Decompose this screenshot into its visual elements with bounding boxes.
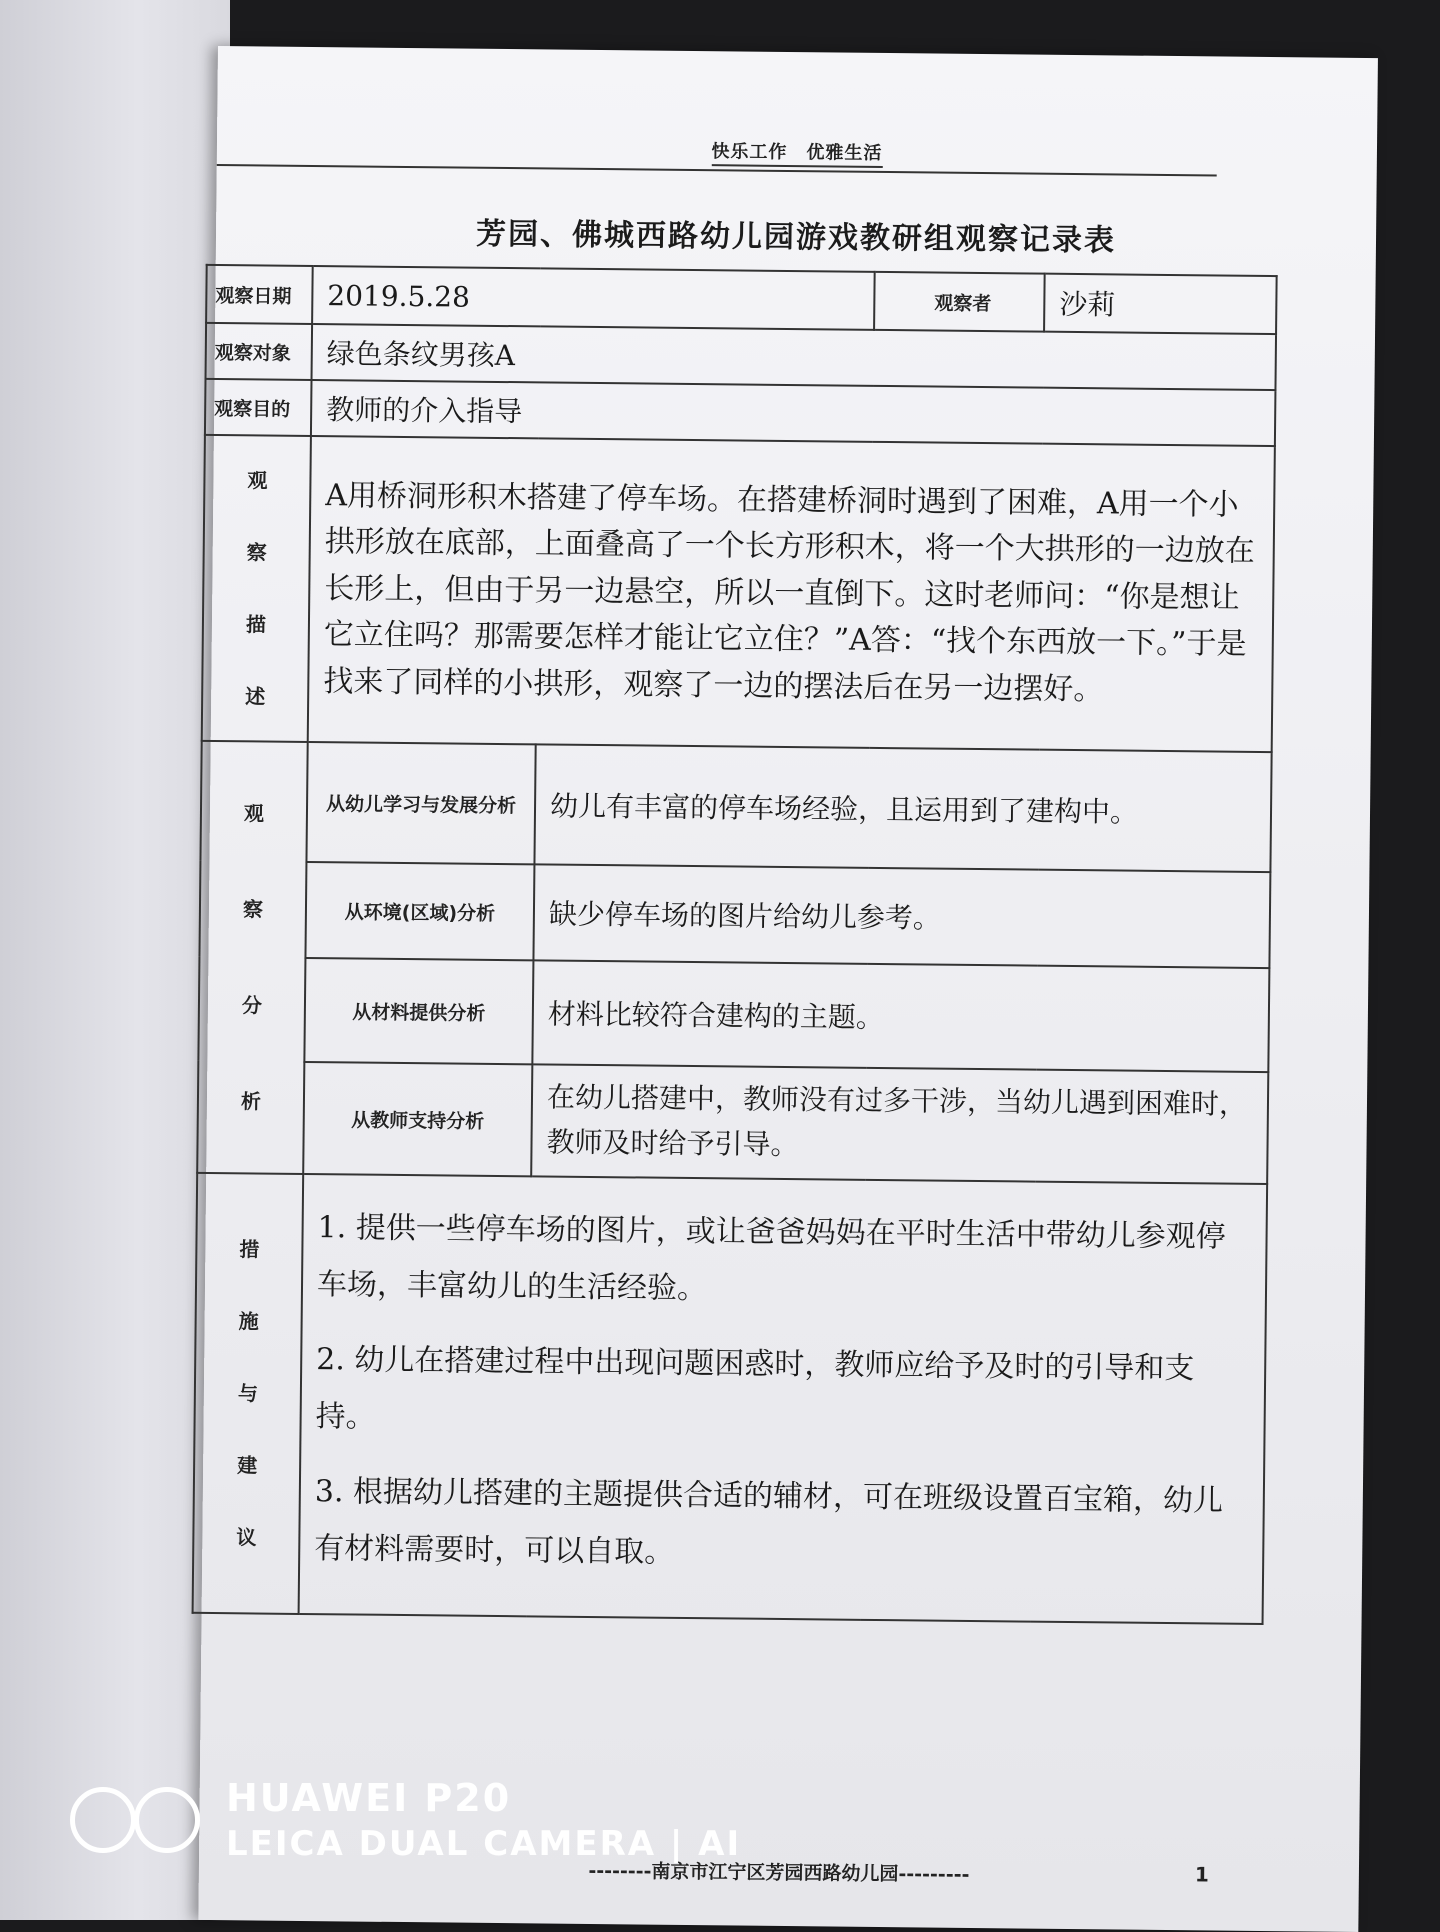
analysis-label-environment: 从环境(区域)分析 xyxy=(305,862,534,960)
camera-watermark xyxy=(70,1776,741,1864)
row-description xyxy=(202,435,1275,752)
suggestion-item: 3. 根据幼儿搭建的主题提供合适的辅材，可在班级设置百宝箱，幼儿有材料需要时，可以自取。 xyxy=(314,1474,1224,1570)
suggestions-label: 措 施 与 建 议 xyxy=(193,1173,304,1614)
analysis-label-development: 从幼儿学习与发展分析 xyxy=(306,742,535,864)
background-page-edge xyxy=(0,0,230,1920)
suggestion-item: 1. 提供一些停车场的图片，或让爸爸妈妈在平时生活中带幼儿参观停车场，丰富幼儿的生活经验。 xyxy=(316,1210,1226,1307)
row-suggestions xyxy=(193,1173,1268,1624)
purpose-label: 观察目的 xyxy=(205,379,312,436)
date-value: 2019.5.28 xyxy=(312,266,875,330)
observer-value: 沙莉 xyxy=(1044,274,1277,334)
subject-value: 绿色条纹男孩A xyxy=(312,324,1277,390)
row-analysis-2 xyxy=(199,861,1270,968)
header-slogan: 快乐工作 优雅生活 xyxy=(711,141,882,168)
watermark-camera: LEICA DUAL CAMERA | AI xyxy=(226,1824,742,1864)
row-analysis-4 xyxy=(197,1061,1268,1184)
analysis-label-teacher: 从教师支持分析 xyxy=(303,1062,532,1176)
watermark-brand: HUAWEI P20 xyxy=(226,1776,512,1820)
dual-lens-icon xyxy=(70,1787,198,1853)
observation-table xyxy=(192,264,1278,1625)
observer-label: 观察者 xyxy=(874,272,1045,332)
page-header xyxy=(217,132,1377,170)
suggestions-text xyxy=(299,1174,1268,1624)
row-analysis-3 xyxy=(198,957,1269,1072)
page-number: 1 xyxy=(1194,1862,1210,1887)
analysis-value-development: 幼儿有丰富的停车场经验，且运用到了建构中。 xyxy=(534,744,1271,872)
subject-label: 观察对象 xyxy=(206,323,313,380)
analysis-value-materials: 材料比较符合建构的主题。 xyxy=(532,960,1269,1072)
date-label: 观察日期 xyxy=(206,265,313,324)
description-text: A用桥洞形积木搭建了停车场。在搭建桥洞时遇到了困难，A用一个小拱形放在底部，上面叠高了一个长方形积木，将一个大拱形的一边放在长形上，但由于另一边悬空，所以一直倒下。这时老师问：“你是想让它立住吗？那需要怎样才能让它立住？”A答：“找个东西放一下。”于是找来了同样的小拱形，观察了一边的摆法后在另一边摆好。 xyxy=(308,436,1275,752)
description-label: 观 察 描 述 xyxy=(202,435,311,742)
document-page xyxy=(198,46,1378,1932)
analysis-label-materials: 从材料提供分析 xyxy=(304,958,533,1064)
form-title: 芳园、佛城西路幼儿园游戏教研组观察记录表 xyxy=(475,216,1117,259)
analysis-label: 观 察 分 析 xyxy=(197,741,308,1174)
page-footer: --------南京市江宁区芳园西路幼儿园--------- xyxy=(588,1859,970,1886)
analysis-value-environment: 缺少停车场的图片给幼儿参考。 xyxy=(533,864,1270,968)
row-analysis-1 xyxy=(200,741,1271,872)
suggestion-item: 2. 幼儿在搭建过程中出现问题困惑时，教师应给予及时的引导和支持。 xyxy=(315,1342,1195,1435)
analysis-value-teacher: 在幼儿搭建中，教师没有过多干涉，当幼儿遇到困难时，教师及时给予引导。 xyxy=(531,1064,1268,1184)
purpose-value: 教师的介入指导 xyxy=(311,380,1276,446)
